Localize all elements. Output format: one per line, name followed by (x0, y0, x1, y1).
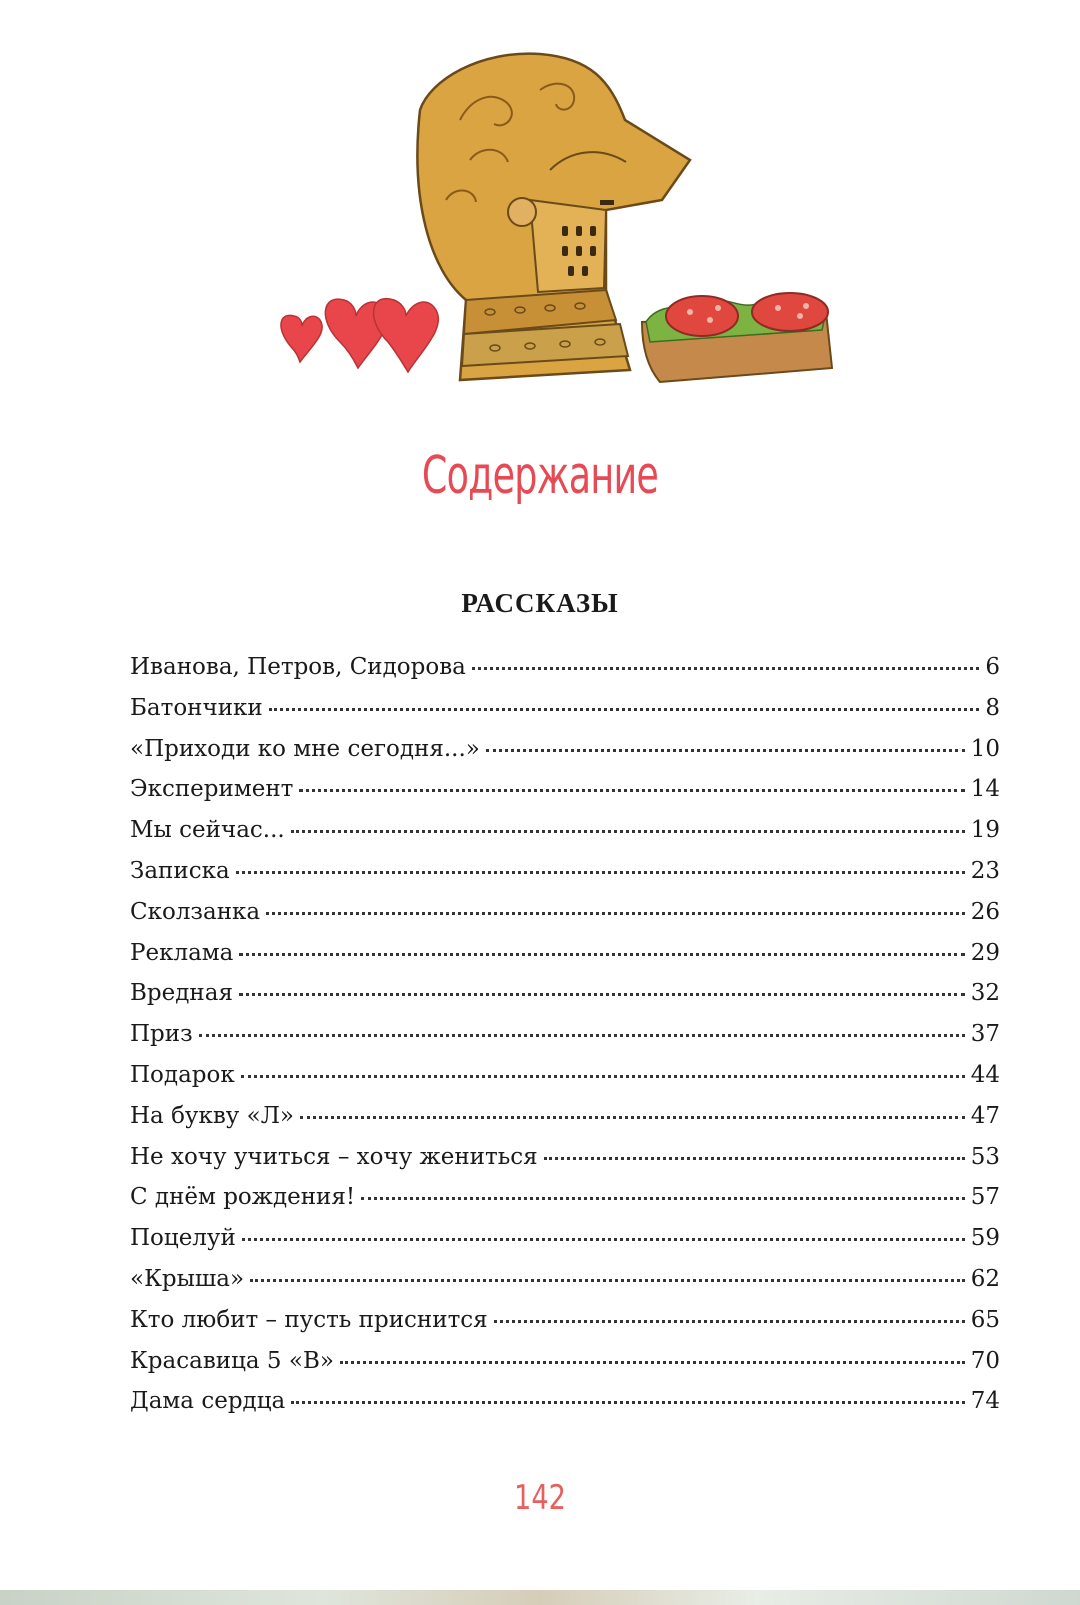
toc-entry-title: Поцелуй (130, 1225, 236, 1252)
toc-entry[interactable] (130, 1021, 1000, 1062)
toc-entry-title: Кто любит – пусть приснится (130, 1306, 488, 1333)
toc-entry-page: 74 (970, 1388, 1000, 1415)
toc-entry[interactable] (130, 858, 1000, 899)
toc-leader-dots (199, 1034, 965, 1037)
toc-entry-title: Сколзанка (130, 898, 261, 925)
toc-leader-dots (299, 789, 964, 792)
toc-entry-title: Вредная (130, 980, 233, 1007)
toc-entry-page: 37 (970, 1021, 1000, 1048)
toc-leader-dots (291, 1401, 965, 1404)
toc-entry-title: Приз (130, 1021, 193, 1048)
toc-entry[interactable] (130, 1184, 1000, 1225)
hearts-group (281, 299, 438, 372)
knight-helmet-illustration (270, 50, 870, 420)
scan-edge-strip (0, 1590, 1080, 1605)
toc-entry-page: 53 (970, 1143, 1000, 1170)
toc-entry-title: «Приходи ко мне сегодня...» (130, 735, 480, 762)
toc-entry-page: 29 (970, 939, 1000, 966)
toc-entry-page: 59 (970, 1225, 1000, 1252)
toc-leader-dots (241, 1075, 965, 1078)
toc-entry[interactable] (130, 899, 1000, 940)
toc-entry-page: 10 (970, 735, 1000, 762)
toc-entry[interactable] (130, 1388, 1000, 1429)
toc-leader-dots (269, 708, 980, 711)
toc-entry[interactable] (130, 1225, 1000, 1266)
toc-entry-title: Красавица 5 «В» (130, 1347, 334, 1374)
toc-entry[interactable] (130, 1144, 1000, 1185)
toc-entry-page: 14 (970, 776, 1000, 803)
toc-entry-page: 23 (970, 857, 1000, 884)
toc-entry[interactable] (130, 1266, 1000, 1307)
page-number: 142 (514, 1478, 566, 1518)
toc-entry-page: 32 (970, 980, 1000, 1007)
toc-entry[interactable] (130, 1348, 1000, 1389)
toc-entry-page: 62 (970, 1265, 1000, 1292)
toc-leader-dots (361, 1197, 965, 1200)
sandwich-icon (642, 293, 832, 382)
toc-entry-page: 26 (970, 898, 1000, 925)
toc-entry[interactable] (130, 980, 1000, 1021)
table-of-contents (130, 654, 1000, 1429)
toc-leader-dots (544, 1157, 965, 1160)
toc-entry-title: С днём рождения! (130, 1184, 356, 1211)
toc-entry[interactable] (130, 940, 1000, 981)
heart-icon (281, 315, 322, 362)
toc-entry-page: 47 (970, 1102, 1000, 1129)
toc-entry-title: Подарок (130, 1061, 235, 1088)
toc-leader-dots (239, 993, 965, 996)
toc-leader-dots (300, 1116, 965, 1119)
toc-entry-page: 65 (970, 1306, 1000, 1333)
toc-entry-title: Мы сейчас... (130, 817, 285, 844)
toc-entry-page: 8 (985, 694, 1000, 721)
toc-entry-page: 6 (985, 654, 1000, 680)
toc-entry-title: Реклама (130, 939, 234, 966)
heart-icon (374, 299, 439, 372)
toc-leader-dots (242, 1238, 965, 1241)
toc-entry-page: 44 (970, 1061, 1000, 1088)
toc-entry-title: Батончики (130, 694, 263, 721)
toc-entry[interactable] (130, 736, 1000, 777)
toc-entry-title: Не хочу учиться – хочу жениться (130, 1143, 538, 1170)
toc-entry[interactable] (130, 1307, 1000, 1348)
toc-entry-page: 57 (970, 1184, 1000, 1211)
toc-leader-dots (266, 912, 965, 915)
toc-entry-title: «Крыша» (130, 1265, 245, 1292)
toc-leader-dots (486, 749, 965, 752)
toc-entry-title: Иванова, Петров, Сидорова (130, 654, 466, 680)
toc-leader-dots (340, 1361, 965, 1364)
toc-entry[interactable] (130, 1103, 1000, 1144)
toc-entry[interactable] (130, 695, 1000, 736)
toc-leader-dots (494, 1320, 965, 1323)
section-heading: РАССКАЗЫ (461, 588, 619, 618)
toc-leader-dots (291, 830, 965, 833)
toc-entry-page: 19 (970, 817, 1000, 844)
toc-leader-dots (236, 871, 965, 874)
page-title: Содержание (421, 446, 659, 506)
toc-leader-dots (472, 667, 979, 670)
toc-entry-title: На букву «Л» (130, 1102, 294, 1129)
toc-entry-page: 70 (970, 1347, 1000, 1374)
toc-entry[interactable] (130, 1062, 1000, 1103)
toc-entry[interactable] (130, 817, 1000, 858)
toc-entry[interactable] (130, 654, 1000, 695)
toc-entry-title: Записка (130, 857, 230, 884)
toc-entry[interactable] (130, 776, 1000, 817)
toc-leader-dots (239, 953, 964, 956)
toc-entry-title: Эксперимент (130, 776, 294, 803)
toc-leader-dots (250, 1279, 965, 1282)
toc-entry-title: Дама сердца (130, 1388, 286, 1415)
